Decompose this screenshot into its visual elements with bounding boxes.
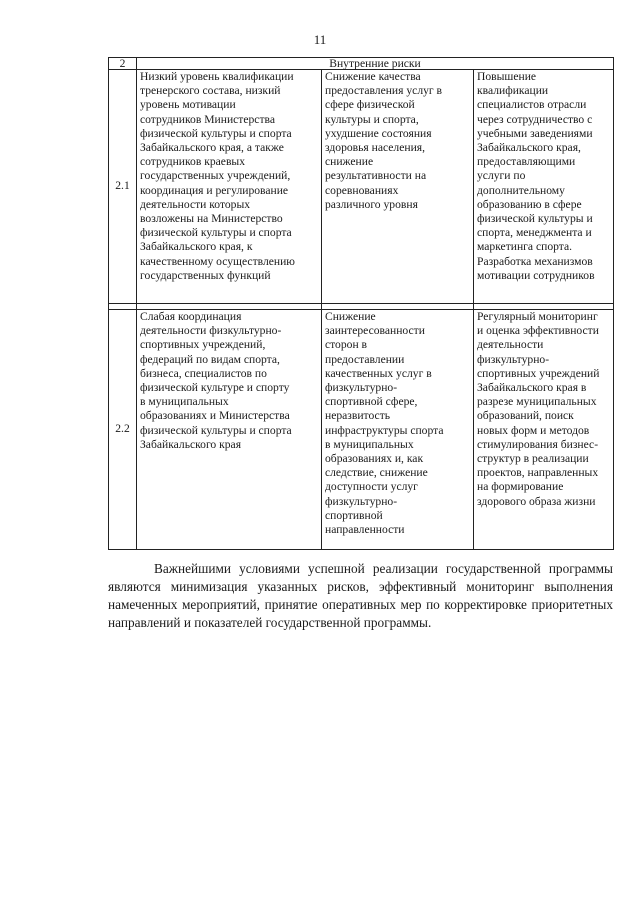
- risk-text: Низкий уровень квалификации тренерского состава, низкий уровень мотивации сотрудников Министерства физической культуры и спорта Забайкальского края, а также сотрудников краевых государственных учреждений, координация и регулирование деятельности которых возложены на Министерство физической культуры и спорта Забайкальского края, к качественному осуществлению государственных функций: [140, 70, 295, 282]
- row-number: 2.2: [109, 310, 137, 550]
- section-number: 2: [109, 58, 137, 70]
- row-number: 2.1: [109, 70, 137, 304]
- risk-cell: [137, 70, 322, 304]
- table-header-row: [109, 58, 614, 70]
- section-title: Внутренние риски: [137, 58, 614, 70]
- page-number: 11: [313, 32, 327, 47]
- risk-table: [108, 57, 614, 550]
- consequences-text: Снижение заинтересованности сторон в предоставлении качественных услуг в физкультурно- спортивной сфере, неразвитость инфраструктуры спорта в муниципальных образованиях и, как следствие, снижение доступности услуг физкультурно- спортивной направленности: [325, 310, 444, 537]
- risk-text: Слабая координация деятельности физкультурно- спортивных учреждений, федераций по видам спорта, бизнеса, специалистов по физической культуре и спорту в муниципальных образованиях и Министерства физической культуры и спорта Забайкальского края: [140, 310, 292, 451]
- conclusion-paragraph: Важнейшими условиями успешной реализации государственной программы являются минимизация указанных рисков, эффективный мониторинг выполнения намеченных мероприятий, принятие оперативных мер по корректировке приоритетных направлений и показателей государственной программы.: [108, 561, 613, 631]
- table-row: [109, 70, 614, 304]
- risk-cell: [137, 310, 322, 550]
- measures-cell: [474, 310, 614, 550]
- table-row: [109, 310, 614, 550]
- consequences-cell: [322, 310, 474, 550]
- measures-text: Повышение квалификации специалистов отрасли через сотрудничество с учебными заведениями Забайкальского края, предоставляющими услуги по дополнительному образованию в сфере физической культуры и спорта, менеджмента и маркетинга спорта. Разработка механизмов мотивации сотрудников: [477, 70, 595, 282]
- measures-cell: [474, 70, 614, 304]
- consequences-text: Снижение качества предоставления услуг в сфере физической культуры и спорта, ухудшение состояния здоровья населения, снижение результативности на соревнованиях различного уровня: [325, 70, 443, 211]
- measures-text: Регулярный мониторинг и оценка эффективности деятельности физкультурно- спортивных учреждений Забайкальского края в разрезе муниципальных образований, поиск новых форм и методов стимулирования бизнес- структур в реализации проектов, направленных на формирование здорового образа жизни: [477, 310, 600, 508]
- consequences-cell: [322, 70, 474, 304]
